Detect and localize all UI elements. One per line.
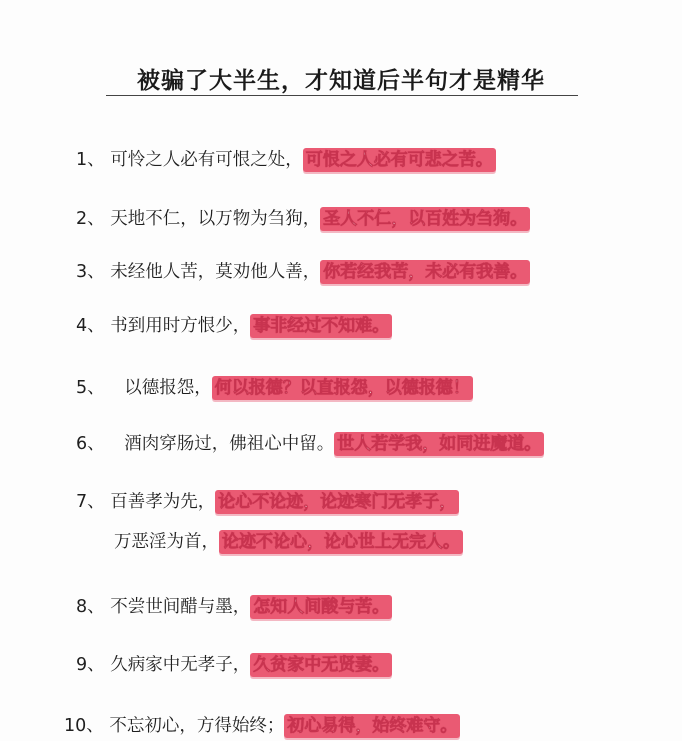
item-second-half-highlight: 论心不论迹，论迹寒门无孝子， bbox=[215, 490, 459, 514]
item-second-half-highlight: 事非经过不知难。 bbox=[250, 314, 392, 338]
item-first-half: 天地不仁，以万物为刍狗， bbox=[110, 209, 321, 229]
list-item-6 bbox=[76, 430, 544, 458]
list-item-7 bbox=[76, 488, 459, 516]
list-item-9 bbox=[76, 651, 392, 679]
item-first-half: 久病家中无孝子， bbox=[110, 655, 251, 675]
item-first-half: 不尝世间醋与墨， bbox=[110, 597, 251, 617]
item-first-half: 未经他人苦，莫劝他人善， bbox=[110, 262, 321, 282]
item-number: 2、 bbox=[76, 209, 105, 229]
item-number: 5、 bbox=[76, 378, 105, 398]
item-second-half-highlight: 久贫家中无贤妻。 bbox=[250, 653, 392, 677]
page-title: 被骗了大半生，才知道后半句才是精华 bbox=[137, 68, 545, 94]
item-first-half: 百善孝为先， bbox=[110, 492, 216, 512]
list-item-5 bbox=[76, 374, 473, 402]
item-first-half: 书到用时方恨少， bbox=[110, 316, 251, 336]
item-number: 8、 bbox=[76, 597, 105, 617]
item-number: 4、 bbox=[76, 316, 105, 336]
item-second-half-highlight: 初心易得，始终难守。 bbox=[284, 714, 460, 738]
title-underline bbox=[106, 95, 578, 96]
item-second-half-highlight: 何以报德？以直报怨，以德报德！ bbox=[212, 376, 473, 400]
item-number: 6、 bbox=[76, 434, 105, 454]
item-first-half: 万恶淫为首， bbox=[114, 532, 219, 552]
item-number: 7、 bbox=[76, 492, 105, 512]
item-second-half-highlight: 怎知人间酸与苦。 bbox=[250, 595, 392, 619]
item-second-half-highlight: 可恨之人必有可悲之苦。 bbox=[303, 148, 496, 172]
item-first-half: 以德报怨， bbox=[124, 378, 212, 398]
item-second-half-highlight: 圣人不仁，以百姓为刍狗。 bbox=[320, 207, 530, 231]
item-number: 10、 bbox=[64, 716, 104, 736]
item-number: 9、 bbox=[76, 655, 105, 675]
item-first-half: 酒肉穿肠过，佛祖心中留。 bbox=[124, 434, 335, 454]
list-item-8 bbox=[76, 593, 392, 621]
list-item-1 bbox=[76, 146, 496, 174]
list-item-10 bbox=[64, 712, 460, 740]
item-second-half-highlight: 你若经我苦，未必有我善。 bbox=[320, 260, 530, 284]
list-item-3 bbox=[76, 258, 530, 286]
list-item-7-continuation bbox=[114, 528, 463, 556]
item-first-half: 不忘初心，方得始终； bbox=[109, 716, 285, 736]
list-item-4 bbox=[76, 312, 392, 340]
item-number: 1、 bbox=[76, 150, 105, 170]
item-second-half-highlight: 世人若学我，如同进魔道。 bbox=[334, 432, 544, 456]
item-number: 3、 bbox=[76, 262, 105, 282]
item-first-half: 可怜之人必有可恨之处， bbox=[110, 150, 303, 170]
item-second-half-highlight: 论迹不论心，论心世上无完人。 bbox=[219, 530, 463, 554]
list-item-2 bbox=[76, 205, 530, 233]
